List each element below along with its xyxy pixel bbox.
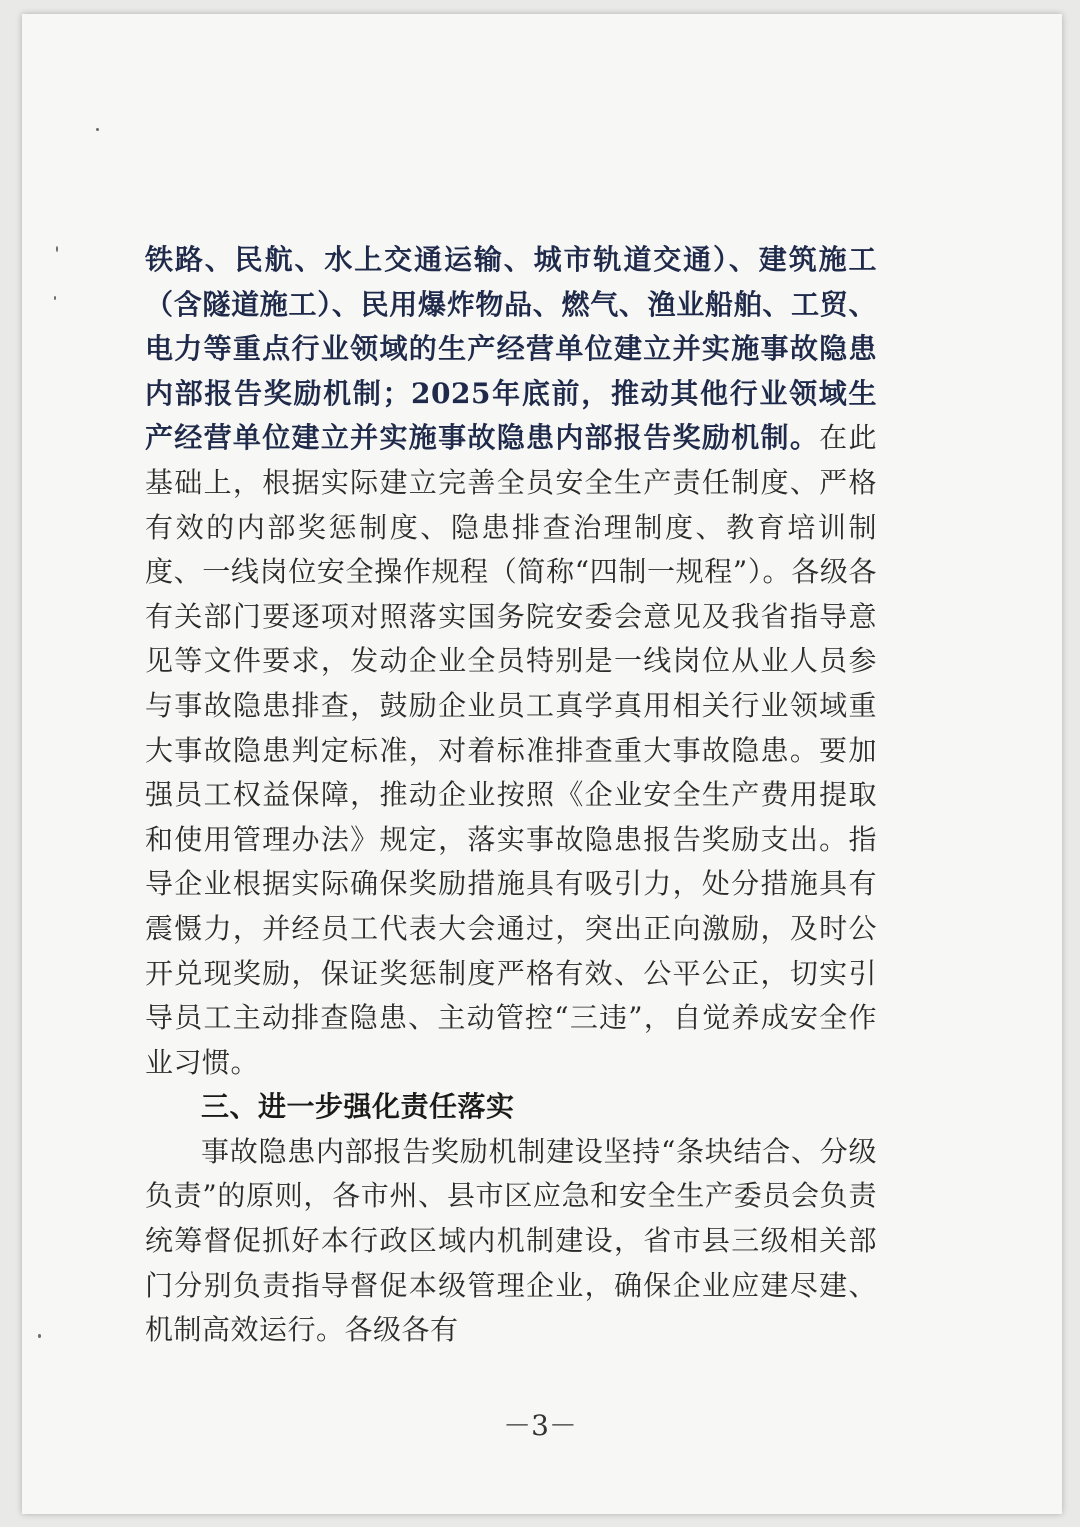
section-heading: 三、进一步强化责任落实 bbox=[201, 1090, 515, 1124]
document-body bbox=[145, 238, 877, 1353]
paragraph-1-rest: 在此基础上，根据实际建立完善全员安全生产责任制度、严格有效的内部奖惩制度、隐患排查治理制度、教育培训制度、一线岗位安全操作规程（简称“四制一规程”）。各级各有关部门要逐项对照落实国务院安委会意见及我省指导意见等文件要求，发动企业全员特别是一线岗位从业人员参与事故隐患排查，鼓励企业员工真学真用相关行业领域重大事故隐患判定标准，对着标准排查重大事故隐患。要加强员工权益保障，推动企业按照《企业安全生产费用提取和使用管理办法》规定，落实事故隐患报告奖励支出。指导企业根据实际确保奖励措施具有吸引力，处分措施具有震慑力，并经员工代表大会通过，突出正向激励，及时公开兑现奖励，保证奖惩制度严格有效、公平公正，切实引导员工主动排查隐患、主动管控“三违”，自觉养成安全作业习惯。 bbox=[145, 421, 877, 1079]
scan-speck bbox=[56, 246, 58, 252]
scan-speck bbox=[96, 128, 99, 131]
paragraph-1 bbox=[145, 238, 877, 1085]
page-number: －3－ bbox=[503, 1409, 577, 1442]
scan-speck bbox=[54, 296, 56, 300]
paragraph-2: 事故隐患内部报告奖励机制建设坚持“条块结合、分级负责”的原则，各市州、县市区应急和安全生产委员会负责统筹督促抓好本行政区域内机制建设，省市县三级相关部门分别负责指导督促本级管理企业，确保企业应建尽建、机制高效运行。各级各有 bbox=[145, 1134, 877, 1347]
paragraph-1-emphasized: 铁路、民航、水上交通运输、城市轨道交通）、建筑施工（含隧道施工）、民用爆炸物品、燃气、渔业船舶、工贸、电力等重点行业领域的生产经营单位建立并实施事故隐患内部报告奖励机制；2025年底前，推动其他行业领域生产经营单位建立并实施事故隐患内部报告奖励机制。 bbox=[145, 243, 877, 455]
scan-speck bbox=[38, 1334, 41, 1338]
